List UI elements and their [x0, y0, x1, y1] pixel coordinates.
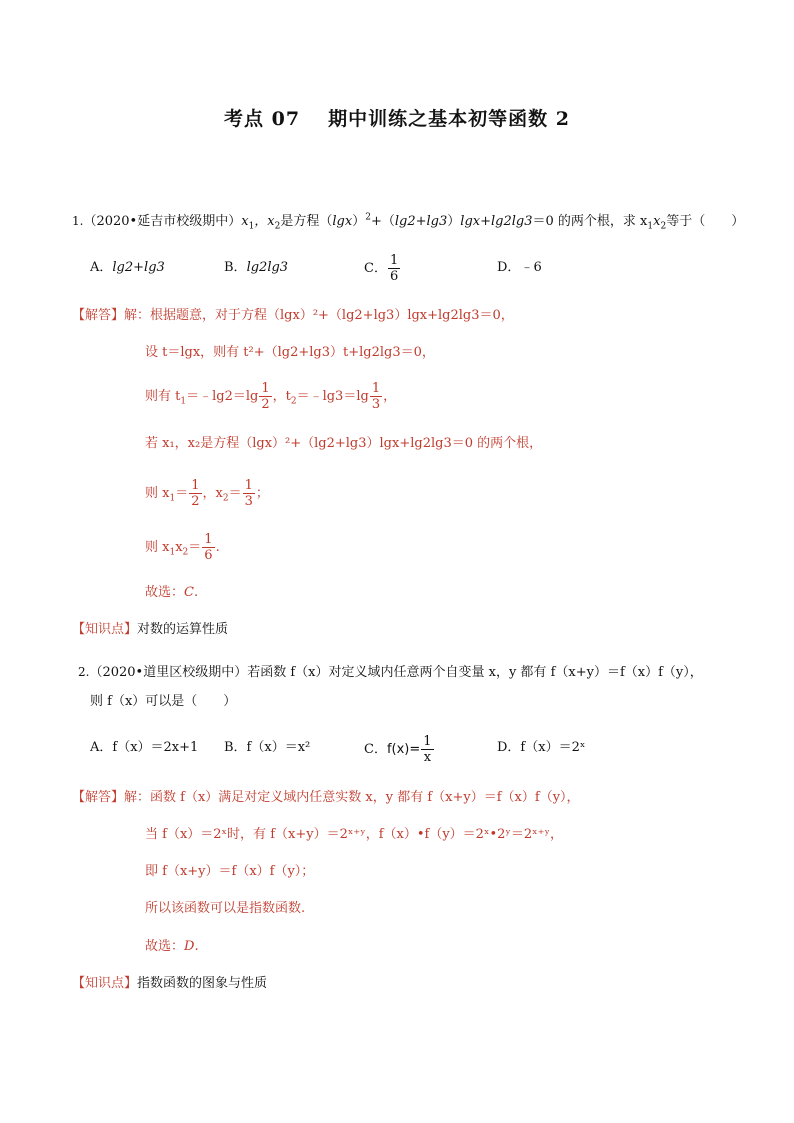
q2-answer-text-1: 解：函数 f（x）满足对定义域内任意实数 x，y 都有 f（x+y）＝f（x）f（y）， [124, 790, 580, 805]
q1-answer-text-1: 解：根据题意，对于方程（lgx）²+（lg2+lg3）lgx+lg2lg3＝0， [124, 308, 514, 323]
q2-answer-line-2: 当 f（x）＝2ˣ时，有 f（x+y）＝2ˣ⁺ʸ，f（x）•f（y）＝2ˣ•2ʸ＝2ˣ⁺ʸ， [145, 827, 564, 842]
fraction-numerator: 1 [423, 734, 432, 749]
fraction-numerator: 1 [204, 532, 213, 547]
q2-stem-line-1 [78, 662, 703, 683]
q1-stem-e: +（ [370, 214, 395, 229]
q1-answer-line-3: 则有 $t_1=﹣\lg 2=\lg$ $\frac{1}{2}$ ，$t_2=﹣\lg 3=\lg$ $\frac{1}{3}$ ， [145, 381, 397, 412]
fraction-numerator: 1 [371, 381, 381, 396]
q1-stem-lg2: lg2+lg3 [394, 214, 448, 229]
q1-option-d [497, 258, 542, 278]
q1-option-b [224, 258, 288, 278]
q1-option-a [90, 258, 165, 278]
fraction-half [189, 478, 201, 509]
fraction-denominator: 6 [204, 548, 213, 563]
q1-stem-d: ） [352, 214, 366, 229]
q2-knowledge-point [72, 974, 267, 994]
q1-ans3-a: 则有 t [145, 389, 181, 404]
q2-choice-label: 故选： [145, 939, 185, 954]
q2-option-c-label: C． [364, 742, 387, 757]
q1-choice-value: C [184, 585, 194, 600]
fraction-denominator: 2 [261, 397, 270, 412]
q2-option-a: A．f（x）＝2x+1 [90, 740, 199, 755]
fraction-third [243, 478, 255, 509]
fraction-sixth [202, 532, 214, 563]
fraction-denominator: 6 [389, 269, 399, 284]
q1-stem-h: ＝0 的两个根，求 x [532, 214, 648, 229]
knowledge-tag: 【知识点】 [72, 622, 138, 637]
knowledge-text: 对数的运算性质 [137, 622, 229, 637]
fraction-numerator: 1 [389, 253, 399, 268]
q1-stem-f: ） [447, 214, 461, 229]
q2-answer-line-5 [145, 937, 199, 957]
knowledge-tag: 【知识点】 [72, 976, 138, 991]
q2-answer-line-4: 所以该函数可以是指数函数. [145, 901, 306, 916]
answer-tag: 【解答】 [72, 790, 125, 805]
q1-answer-line-5: 则 $x_1=$ $\frac{1}{2}$ ，$x_2=$ $\frac{1}{3}$ ； [145, 478, 269, 509]
q1-option-a-value: lg2+lg3 [112, 260, 165, 275]
q2-choice-value: D [184, 939, 195, 954]
q1-stem-j: 等于（ ） [666, 214, 745, 229]
fraction-denominator: x [423, 750, 432, 765]
q1-answer-line-7 [145, 583, 198, 603]
q1-option-d-value: ﹣6 [520, 260, 542, 275]
q1-source: （2020•延吉市校级期中） [83, 214, 242, 229]
q1-ans6-d: . [215, 540, 220, 555]
q1-answer-line-6: 则 $x_1x_2=$ $\frac{1}{6}$ . [145, 532, 220, 563]
q1-stem-c: 是方程（ [280, 214, 333, 229]
q1-ans6-b: x [175, 540, 183, 555]
fraction-denominator: 3 [244, 494, 253, 509]
q1-option-c-label: C． [364, 261, 387, 276]
q2-source: （2020•道里区校级期中） [89, 665, 248, 680]
q1-stem-b: ，x [254, 214, 275, 229]
fraction-denominator: 3 [371, 397, 381, 412]
q1-option-a-label: A． [90, 260, 113, 275]
q2-stem-line-2: 则 f（x）可以是（ ） [90, 694, 237, 709]
answer-tag: 【解答】 [72, 308, 125, 323]
knowledge-text: 指数函数的图象与性质 [137, 976, 268, 991]
q1-option-d-label: D． [497, 260, 521, 275]
q1-choice-end: . [193, 585, 199, 600]
q2-answer-line-1 [72, 788, 580, 808]
q1-stem-a: x [241, 214, 249, 229]
fraction-half [259, 381, 271, 412]
q1-ans5-a: 则 x [145, 486, 170, 501]
q2-number: 2. [78, 665, 90, 679]
page-title [0, 104, 794, 131]
q1-ans3-b: ＝﹣lg2＝lg [186, 389, 259, 404]
q1-choice-label: 故选： [145, 585, 185, 600]
q1-ans5-b: ＝ [175, 486, 189, 501]
q1-answer-line-1 [72, 306, 514, 326]
q2-option-c-fraction [421, 734, 433, 765]
title-part1: 考点 07 [224, 108, 301, 130]
q2-option-b: B．f（x）＝x² [224, 740, 311, 755]
q1-ans6-c: ＝ [188, 540, 202, 555]
fraction-denominator: 2 [191, 494, 200, 509]
q1-ans5-d: ＝ [228, 486, 242, 501]
fraction-numerator: 1 [191, 478, 200, 493]
q2-choice-end: . [194, 939, 199, 954]
fraction-numerator: 1 [244, 478, 253, 493]
q1-ans3-c: ，t [272, 389, 291, 404]
q1-option-b-value: lg2lg3 [246, 260, 289, 275]
q1-option-c-fraction [388, 253, 400, 284]
title-part2: 期中训练之基本初等函数 2 [328, 108, 570, 130]
q1-answer-line-2: 设 t＝lgx，则有 t²+（lg2+lg3）t+lg2lg3＝0， [145, 345, 435, 360]
q1-ans6-a: 则 x [145, 540, 170, 555]
q1-ans5-c: ，x [202, 486, 223, 501]
q1-stem-g: lgx+lg2lg3 [460, 214, 533, 229]
fraction-third [370, 381, 382, 412]
q2-option-c [364, 734, 435, 765]
q1-ans3-e: ， [383, 389, 397, 404]
q1-knowledge-point [72, 620, 228, 640]
fraction-numerator: 1 [261, 381, 270, 396]
q1-stem-lgx: lgx [332, 214, 353, 229]
q2-stem-text-1: 若函数 f（x）对定义域内任意两个自变量 x，y 都有 f（x+y）＝f（x）f（y）， [247, 665, 703, 680]
q1-stem: 1.（2020•延吉市校级期中）$x_1$，$x_2$是方程$(\lg x)^2+(\lg 2+\lg 3)\lg x+\lg 2\lg 3=0$ 的两个根，求 $x_1x_2$等于（ ） [72, 212, 745, 232]
q1-stem-i: x [653, 214, 661, 229]
q2-option-c-prefix: f(x)= [386, 742, 421, 757]
q1-ans3-d: ＝﹣lg3＝lg [296, 389, 369, 404]
q2-option-d: D．f（x）＝2ˣ [497, 740, 586, 755]
q1-ans5-e: ； [255, 486, 269, 501]
q1-number: 1. [72, 214, 84, 228]
q1-answer-line-4: 若 x₁，x₂是方程（lgx）²+（lg2+lg3）lgx+lg2lg3＝0 的两个根， [145, 436, 543, 451]
q1-option-b-label: B． [224, 260, 247, 275]
q1-option-c [364, 253, 401, 284]
q2-answer-line-3: 即 f（x+y）＝f（x）f（y）； [145, 864, 315, 879]
